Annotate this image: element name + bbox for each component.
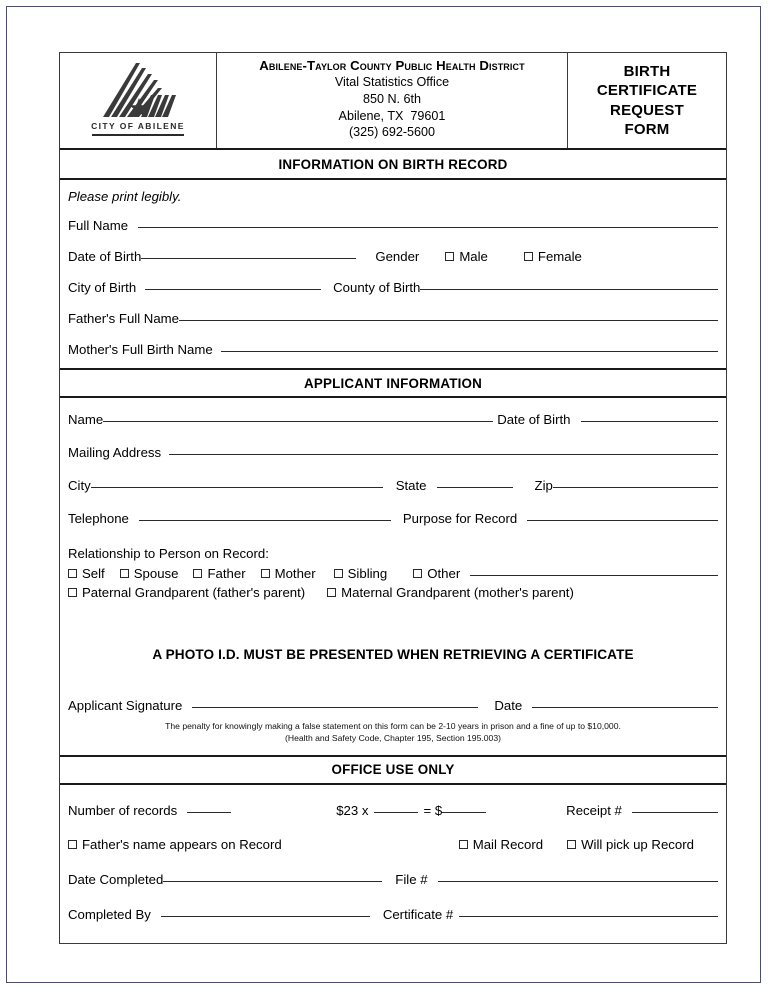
mother-full-birth-name-input[interactable]: [221, 351, 718, 352]
agency-name: Abilene-Taylor County Public Health District: [259, 57, 525, 73]
relationship-option-label: Other: [427, 566, 461, 581]
checkbox-icon[interactable]: [459, 840, 468, 849]
gender-male-label: Male: [459, 249, 488, 264]
birth-certificate-request-form: [59, 52, 727, 944]
pickup-record-label: Will pick up Record: [581, 836, 694, 852]
relationship-option-label: Self: [82, 566, 105, 581]
county-of-birth-input[interactable]: [420, 289, 718, 290]
relationship-option-maternal-grandparent[interactable]: [327, 585, 574, 600]
county-of-birth-label: County of Birth: [333, 280, 421, 295]
relationship-option-label: Father: [207, 566, 246, 581]
gender-female-label: Female: [537, 249, 582, 264]
signature-date-input[interactable]: [532, 707, 718, 708]
agency-city-state-zip: Abilene, TX 79601: [338, 108, 446, 123]
section-header-birth-record: INFORMATION ON BIRTH RECORD: [60, 150, 726, 180]
mail-record-option[interactable]: [459, 837, 543, 852]
applicant-state-input[interactable]: [437, 487, 513, 488]
applicant-city-input[interactable]: [91, 487, 383, 488]
date-completed-row: [68, 872, 718, 887]
print-legibly-note-row: [68, 189, 718, 204]
gender-female-option[interactable]: [524, 249, 582, 264]
abilene-a-logo-icon: [95, 61, 181, 119]
mailing-address-row: [68, 445, 718, 460]
applicant-information-section: [60, 398, 726, 745]
applicant-name-input[interactable]: [103, 421, 493, 422]
checkbox-icon[interactable]: [567, 840, 576, 849]
mailing-address-label: Mailing Address: [68, 445, 162, 460]
city-county-birth-row: [68, 280, 718, 295]
section-header-applicant-information: APPLICANT INFORMATION: [60, 368, 726, 398]
full-name-row: [68, 218, 718, 233]
mother-full-birth-name-label: Mother's Full Birth Name: [68, 342, 213, 357]
checkbox-icon[interactable]: [120, 569, 129, 578]
telephone-purpose-row: [68, 511, 718, 526]
checkbox-icon[interactable]: [524, 252, 533, 261]
relationship-option-paternal-grandparent[interactable]: [68, 585, 305, 600]
total-amount-input[interactable]: [442, 812, 486, 813]
checkbox-icon[interactable]: [413, 569, 422, 578]
mail-record-label: Mail Record: [472, 836, 544, 852]
telephone-input[interactable]: [139, 520, 391, 521]
completed-by-input[interactable]: [161, 916, 370, 917]
page-frame: [6, 6, 761, 983]
relationship-option-sibling[interactable]: [334, 566, 388, 581]
receipt-number-label: Receipt #: [566, 802, 622, 818]
record-quantity-input[interactable]: [374, 812, 418, 813]
agency-street: 850 N. 6th: [362, 92, 422, 107]
office-use-only-section: [60, 785, 726, 922]
applicant-signature-label: Applicant Signature: [68, 698, 183, 713]
birth-record-section: [60, 180, 726, 357]
date-completed-input[interactable]: [163, 881, 382, 882]
penalty-notice-line-2: (Health and Safety Code, Chapter 195, Section 195.003): [285, 733, 501, 744]
city-of-birth-label: City of Birth: [68, 280, 137, 295]
form-title-line-2: CERTIFICATE: [596, 82, 698, 100]
relationship-option-mother[interactable]: [261, 566, 316, 581]
relationship-option-label: Maternal Grandparent (mother's parent): [341, 585, 574, 600]
relationship-options-row-1: [68, 566, 718, 581]
checkbox-icon[interactable]: [334, 569, 343, 578]
checkbox-icon[interactable]: [193, 569, 202, 578]
full-name-label: Full Name: [68, 218, 129, 233]
relationship-option-label: Paternal Grandparent (father's parent): [82, 585, 306, 600]
mailing-address-input[interactable]: [169, 454, 718, 455]
total-equals-label: = $: [423, 802, 443, 818]
file-number-input[interactable]: [438, 881, 718, 882]
section-header-office-use-only: OFFICE USE ONLY: [60, 755, 726, 785]
applicant-state-label: State: [395, 478, 427, 493]
applicant-dob-label: Date of Birth: [497, 412, 571, 427]
checkbox-icon[interactable]: [261, 569, 270, 578]
pickup-record-option[interactable]: [567, 837, 694, 852]
signature-date-label: Date: [494, 698, 523, 713]
purpose-for-record-label: Purpose for Record: [402, 511, 518, 526]
penalty-notice-line-1: The penalty for knowingly making a false statement on this form can be 2-10 years in prison and a fine of up to $10,000.: [165, 721, 621, 731]
form-header: [60, 53, 726, 150]
date-of-birth-row: [68, 249, 718, 264]
records-count-row: [68, 803, 718, 818]
checkbox-icon[interactable]: [68, 840, 77, 849]
relationship-option-spouse[interactable]: [120, 566, 179, 581]
date-completed-label: Date Completed: [68, 871, 164, 887]
logo-wordmark: CITY OF ABILENE: [91, 121, 185, 132]
relationship-heading-row: [68, 546, 718, 561]
file-number-label: File #: [395, 871, 428, 887]
form-title-line-4: FORM: [624, 120, 670, 138]
checkbox-icon[interactable]: [445, 252, 454, 261]
father-name-on-record-label: Father's name appears on Record: [82, 836, 282, 852]
photo-id-notice: A PHOTO I.D. MUST BE PRESENTED WHEN RETRIEVING A CERTIFICATE: [152, 647, 634, 662]
form-title-line-1: BIRTH: [623, 63, 671, 81]
price-per-record-label: $23 x: [336, 802, 369, 818]
penalty-notice: [68, 720, 718, 745]
telephone-label: Telephone: [68, 511, 129, 526]
logo-underline: [92, 134, 184, 136]
checkbox-icon[interactable]: [327, 588, 336, 597]
relationship-option-label: Sibling: [347, 566, 388, 581]
city-of-abilene-logo: [60, 53, 217, 148]
applicant-zip-label: Zip: [534, 478, 553, 493]
completed-by-row: [68, 907, 718, 922]
relationship-label: Relationship to Person on Record:: [68, 546, 269, 561]
form-title: [597, 62, 697, 139]
birth-dob-label: Date of Birth: [68, 249, 142, 264]
relationship-option-self[interactable]: [68, 566, 105, 581]
applicant-zip-input[interactable]: [553, 487, 718, 488]
birth-dob-input[interactable]: [141, 258, 356, 259]
relationship-option-other[interactable]: [413, 566, 460, 581]
city-of-birth-input[interactable]: [145, 289, 321, 290]
relationship-option-label: Mother: [274, 566, 316, 581]
applicant-name-label: Name: [68, 412, 104, 427]
gender-label: Gender: [375, 249, 420, 264]
record-options-row: [68, 837, 718, 852]
form-title-line-3: REQUEST: [610, 101, 684, 119]
relationship-option-father[interactable]: [193, 566, 245, 581]
applicant-signature-row: [68, 698, 718, 713]
father-full-name-input[interactable]: [179, 320, 718, 321]
checkbox-icon[interactable]: [68, 588, 77, 597]
number-of-records-input[interactable]: [187, 812, 231, 813]
applicant-name-row: [68, 412, 718, 427]
father-name-row: [68, 311, 718, 326]
number-of-records-label: Number of records: [68, 802, 178, 818]
applicant-signature-input[interactable]: [192, 707, 478, 708]
father-full-name-label: Father's Full Name: [68, 311, 179, 326]
agency-phone: (325) 692-5600: [348, 125, 436, 140]
checkbox-icon[interactable]: [68, 569, 77, 578]
purpose-for-record-input[interactable]: [527, 520, 718, 521]
city-state-zip-row: [68, 478, 718, 493]
gender-male-option[interactable]: [445, 249, 488, 264]
form-title-block: [568, 53, 726, 148]
receipt-number-input[interactable]: [632, 812, 718, 813]
relationship-options-row-2: [68, 585, 718, 600]
agency-office: Vital Statistics Office: [334, 75, 450, 90]
print-legibly-note: Please print legibly.: [68, 189, 182, 204]
applicant-dob-input[interactable]: [581, 421, 719, 422]
certificate-number-label: Certificate #: [382, 906, 454, 922]
mother-name-row: [68, 342, 718, 357]
relationship-option-label: Spouse: [133, 566, 179, 581]
father-name-on-record-option[interactable]: [68, 837, 282, 852]
applicant-city-label: City: [68, 478, 91, 493]
agency-address-block: [217, 53, 568, 148]
certificate-number-input[interactable]: [459, 916, 718, 917]
relationship-other-input[interactable]: [470, 575, 718, 576]
completed-by-label: Completed By: [68, 906, 151, 922]
full-name-input[interactable]: [138, 227, 718, 228]
